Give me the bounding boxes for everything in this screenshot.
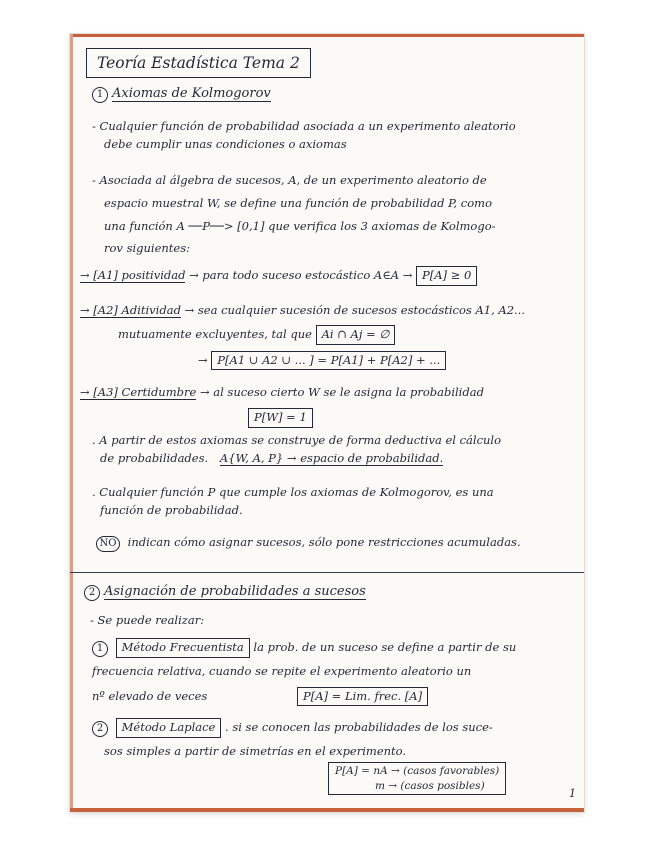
text-line: la prob. de un suceso se define a partir de su — [253, 640, 517, 654]
axiom-3-label: → [A3] Certidumbre — [80, 385, 197, 399]
frequentist-formula-box: P[A] = Lim. frec. [A] — [297, 687, 428, 707]
axiom-1 — [80, 266, 575, 286]
axiom-1-label: → [A1] positividad — [80, 268, 186, 282]
axiom-3 — [80, 384, 575, 428]
laplace-formula-box — [328, 762, 506, 795]
text-line: - Asociada al álgebra de sucesos, A, de un experimento aleatorio de — [92, 173, 487, 187]
axiom-2-formula-box: P[A1 ∪ A2 ∪ ... ] = P[A1] + P[A2] + ... — [211, 351, 446, 371]
axiom-2-text: mutuamente excluyentes, tal que — [118, 326, 312, 341]
page-left-edge — [70, 34, 73, 812]
text-line: rov siguientes: — [104, 241, 191, 256]
axiom-2-condition-box: Ai ∩ Aj = ∅ — [316, 325, 396, 345]
method-name-box: Método Laplace — [116, 718, 222, 738]
axiom-2 — [80, 302, 575, 370]
page-title: Teoría Estadística Tema 2 — [86, 48, 311, 78]
paragraph-definition — [92, 172, 572, 258]
text-line: sos simples a partir de simetrías en el experimento. — [104, 743, 407, 758]
intro-line: - Se puede realizar: — [90, 613, 205, 627]
section-1-heading — [92, 84, 271, 104]
method-name-box: Método Frecuentista — [116, 638, 250, 658]
section-title: Axiomas de Kolmogorov — [112, 86, 271, 101]
text-line: debe cumplir unas condiciones o axiomas — [104, 136, 347, 151]
formula-denominator: m → (casos posibles) — [375, 779, 485, 792]
axiom-3-text: → al suceso cierto W se le asigna la probabilidad — [199, 385, 484, 399]
no-marker: NO — [96, 536, 120, 552]
text-line: . si se conocen las probabilidades de los suce- — [225, 720, 493, 734]
probability-space-note: A{W, A, P} → espacio de probabilidad. — [219, 450, 444, 465]
axiom-2-text: → sea cualquier sucesión de sucesos estocásticos A1, A2... — [184, 303, 525, 317]
axiom-1-text: → para todo suceso estocástico A∈A → — [189, 268, 413, 282]
section-divider — [70, 572, 584, 573]
page-top-edge — [70, 34, 584, 37]
axiom-1-formula-box: P[A] ≥ 0 — [416, 266, 477, 286]
method-laplace — [92, 718, 572, 761]
text-line: . A partir de estos axiomas se construye de forma deductiva el cálculo — [92, 433, 502, 447]
text-line: espacio muestral W, se define una función de probabilidad P, como — [104, 195, 493, 210]
axiom-2-label: → [A2] Aditividad — [80, 303, 181, 317]
text-line: . Cualquier función P que cumple los axiomas de Kolmogorov, es una — [92, 485, 494, 499]
section-number: 2 — [84, 585, 100, 601]
paragraph-probability-space — [92, 432, 572, 468]
method-number: 2 — [92, 721, 108, 737]
arrow: → — [198, 352, 208, 367]
text-line: una función A ──P──> [0,1] que verifica los 3 axiomas de Kolmogo- — [104, 218, 496, 233]
axiom-3-formula-box: P[W] = 1 — [248, 408, 313, 428]
page-number: 1 — [569, 786, 576, 800]
section-title: Asignación de probabilidades a sucesos — [104, 584, 366, 599]
text-line: nº elevado de veces — [92, 688, 208, 703]
text-line: función de probabilidad. — [100, 502, 243, 517]
text-line: - Cualquier función de probabilidad asociada a un experimento aleatorio — [92, 119, 516, 133]
text-line: frecuencia relativa, cuando se repite el experimento aleatorio un — [92, 663, 472, 678]
text-line: indican cómo asignar sucesos, sólo pone restricciones acumuladas. — [127, 535, 521, 549]
section-number: 1 — [92, 87, 108, 103]
paragraph-restrictions — [96, 534, 576, 552]
paragraph-axioms-intro — [92, 118, 572, 154]
section-2-heading — [84, 582, 366, 602]
formula-numerator: P[A] = nA → (casos favorables) — [335, 765, 500, 777]
method-frequentist — [92, 638, 572, 706]
notebook-page — [70, 34, 584, 812]
paragraph-probability-function — [92, 484, 572, 520]
text-line: de probabilidades. — [100, 450, 209, 465]
page-bottom-edge — [70, 808, 584, 812]
method-number: 1 — [92, 641, 108, 657]
